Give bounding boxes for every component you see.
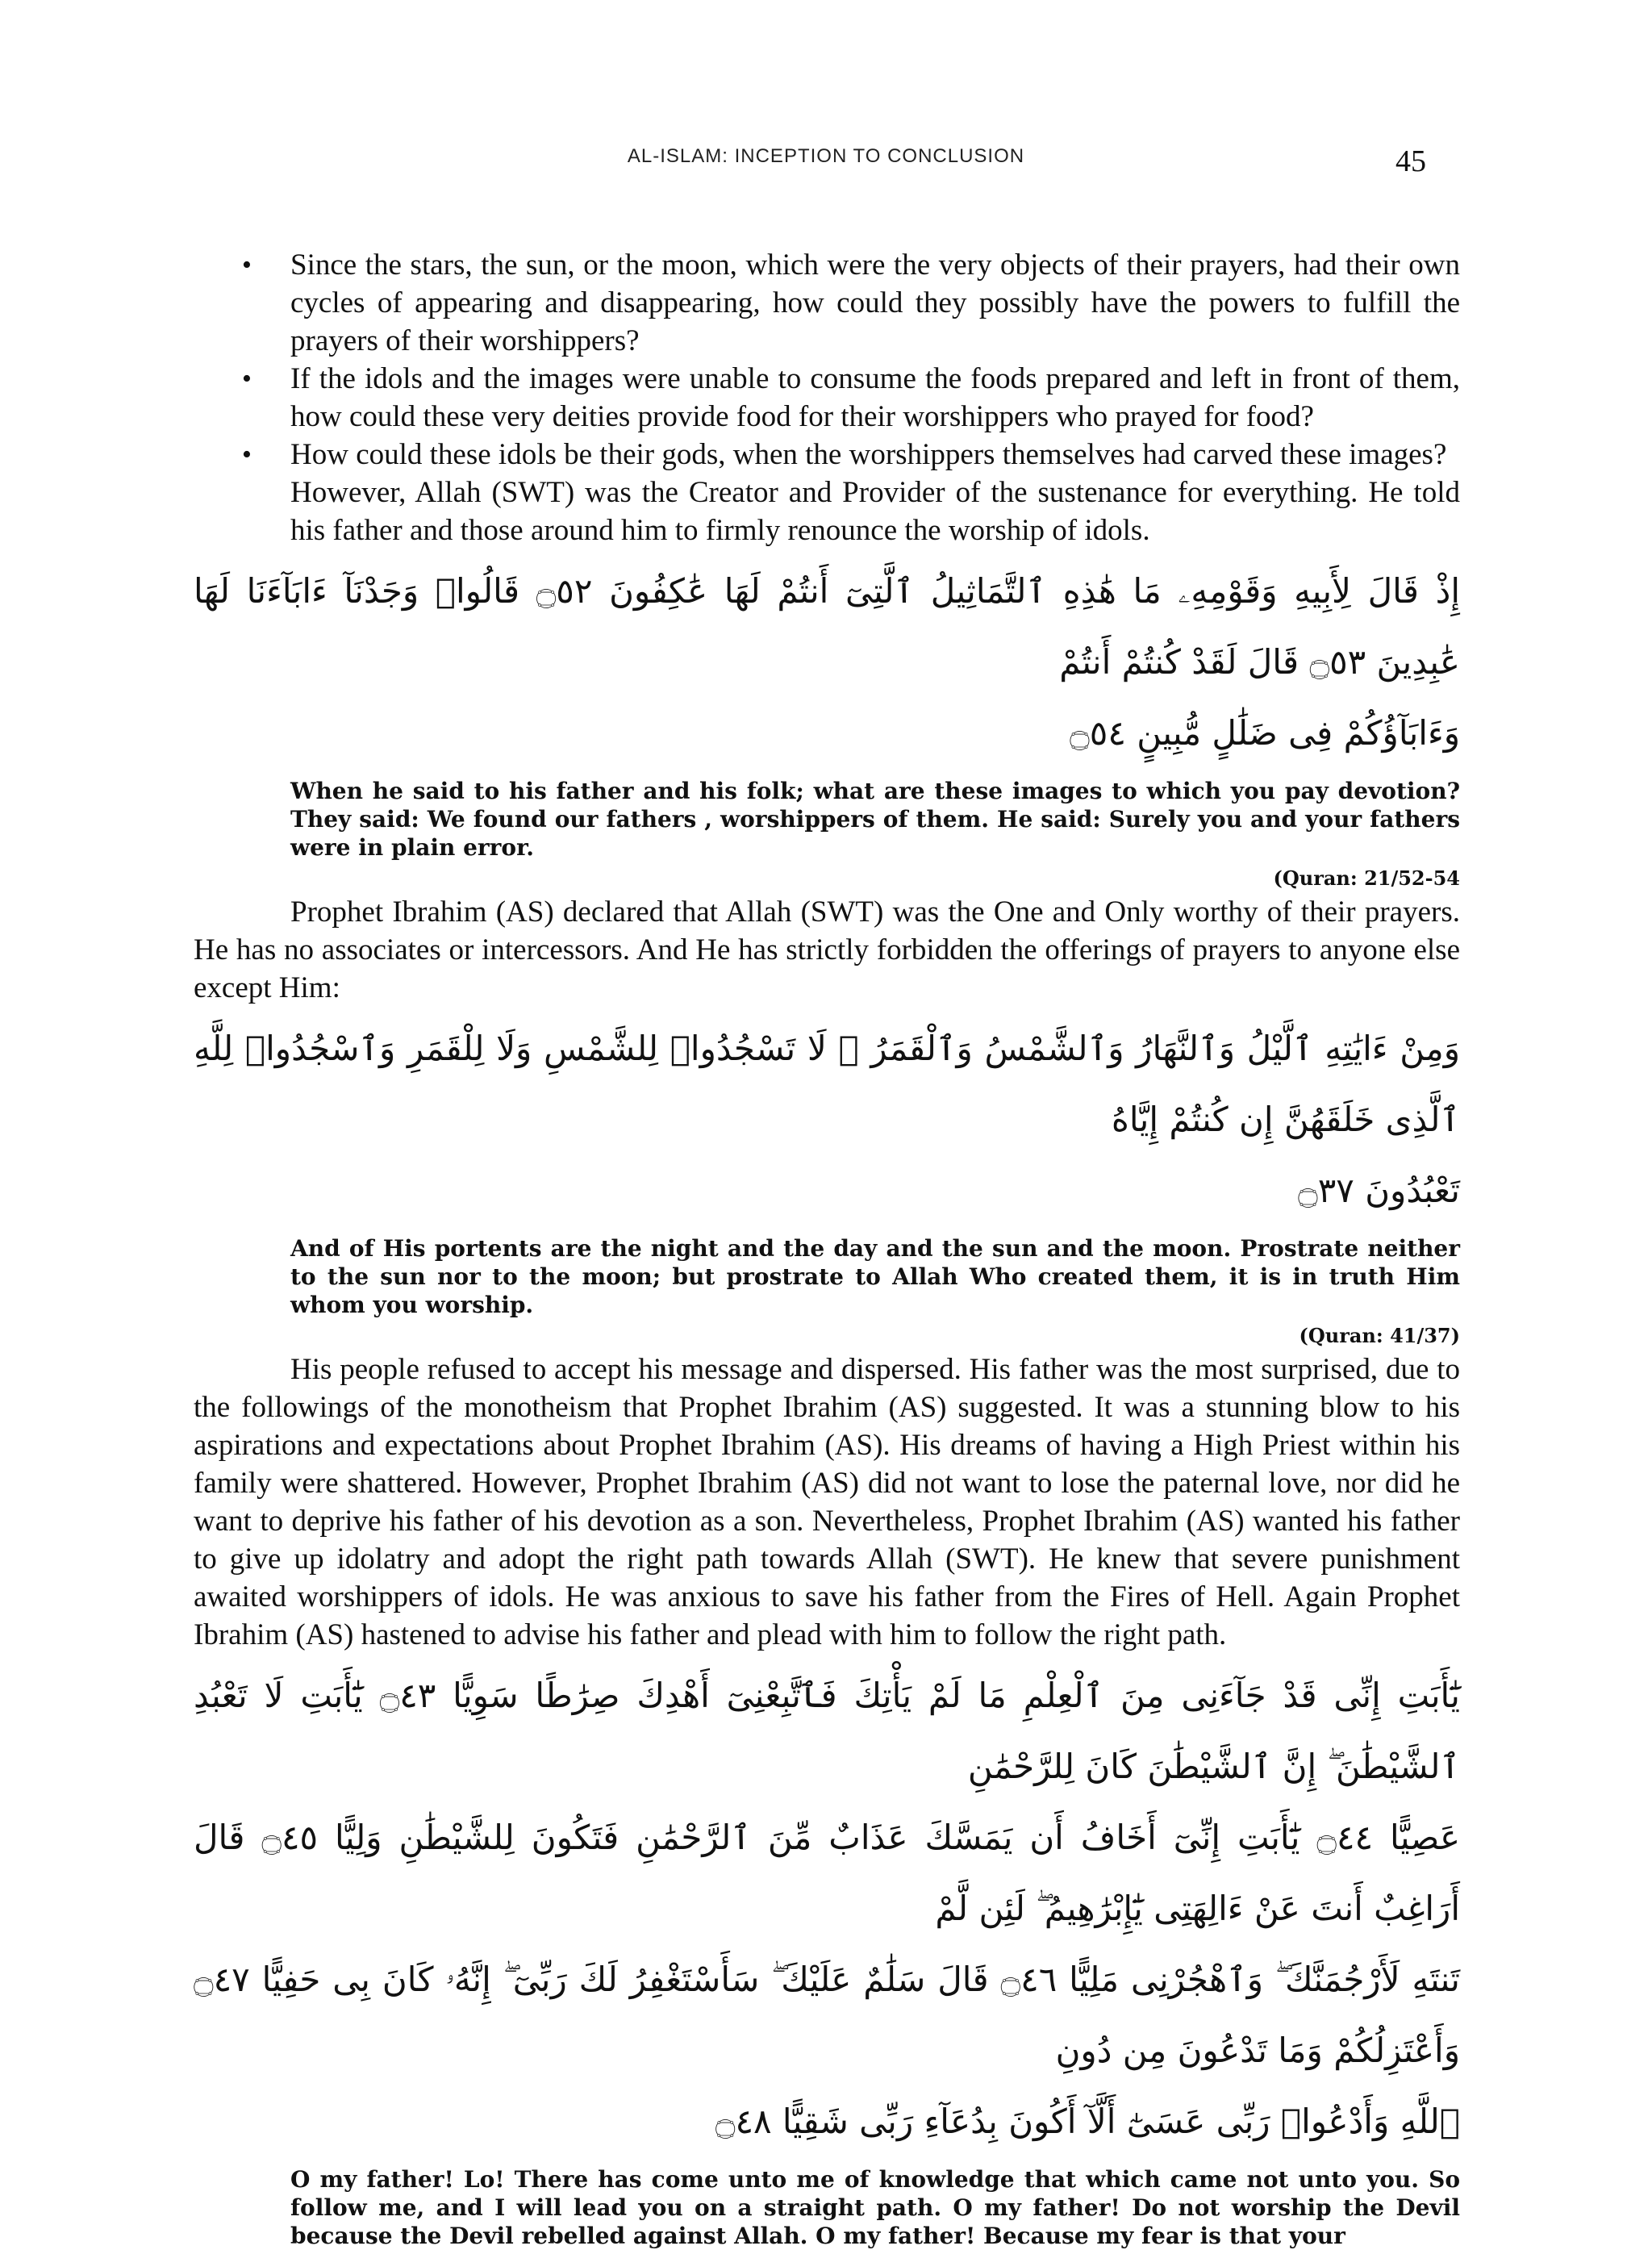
quran-verse-block xyxy=(194,1660,1460,2250)
arabic-line: ٱللَّهِ وَأَدْعُوا۟ رَبِّى عَسَىٰٓ أَلَّآ أَكُونَ بِدُعَآءِ رَبِّى شَقِيًّا ۝٤٨ xyxy=(715,2102,1460,2141)
verse-translation: And of His portents are the night and the day and the sun and the moon. Prostrate neither to the sun nor to the moon; but prostrate to Allah Who created them, it is in truth Him whom you worship. xyxy=(290,1235,1460,1318)
arabic-line: عَصِيًّا ۝٤٤ يَٰٓأَبَتِ إِنِّىٓ أَخَافُ أَن يَمَسَّكَ عَذَابٌ مِّنَ ٱلرَّحْمَٰنِ فَتَكُونَ لِلشَّيْطَٰنِ وَلِيًّا ۝٤٥ قَالَ أَرَاغِبٌ أَنتَ عَنْ ءَالِهَتِى يَٰٓإِبْرَٰهِيمُ ۖ لَئِن لَّمْ xyxy=(194,1818,1461,1928)
bullet-item: • How could these idols be their gods, when the worshippers themselves had carved these images? xyxy=(290,436,1460,474)
quran-verse-block xyxy=(194,1013,1460,1347)
bullet-item: • If the idols and the images were unable to consume the foods prepared and left in front of them, how could these very deities provide food for their worshippers who prayed for food? xyxy=(290,360,1460,436)
arabic-line: يَٰٓأَبَتِ إِنِّى قَدْ جَآءَنِى مِنَ ٱلْعِلْمِ مَا لَمْ يَأْتِكَ فَٱتَّبِعْنِىٓ أَهْدِكَ صِرَٰطًا سَوِيًّا ۝٤٣ يَٰٓأَبَتِ لَا تَعْبُدِ ٱلشَّيْطَٰنَ ۖ إِنَّ ٱلشَّيْطَٰنَ كَانَ لِلرَّحْمَٰنِ xyxy=(194,1676,1461,1786)
arabic-line: تَنتَهِ لَأَرْجُمَنَّكَ ۖ وَٱهْجُرْنِى مَلِيًّا ۝٤٦ قَالَ سَلَٰمٌ عَلَيْكَ ۖ سَأَسْتَغْفِرُ لَكَ رَبِّىٓ ۖ إِنَّهُۥ كَانَ بِى حَفِيًّا ۝٤٧ وَأَعْتَزِلُكُمْ وَمَا تَدْعُونَ مِن دُونِ xyxy=(194,1960,1460,2070)
arabic-line: وَءَابَآؤُكُمْ فِى ضَلَٰلٍ مُّبِينٍ ۝٥٤ xyxy=(1070,713,1460,753)
bullet-list xyxy=(194,246,1460,474)
paragraph: His people refused to accept his message and dispersed. His father was the most surprised, due to the followings of the monotheism that Prophet Ibrahim (AS) suggested. It was a stunning blow to his aspirations and expectations about Prophet Ibrahim (AS). His dreams of having a High Priest within his family were shattered. However, Prophet Ibrahim (AS) did not want to lose the paternal love, nor did he want to deprive his father of his devotion as a son. Nevertheless, Prophet Ibrahim (AS) wanted his father to give up idolatry and adopt the right path towards Allah (SWT). He knew that severe punishment awaited worshippers of idols. He was anxious to save his father from the Fires of Hell. Again Prophet Ibrahim (AS) hastened to advise his father and plead with him to follow the right path. xyxy=(194,1353,1460,1651)
verse-translation: O my father! Lo! There has come unto me of knowledge that which came not unto you. So follow me, and I will lead you on a straight path. O my father! Do not worship the Devil because the Devil rebelled against Allah. O my father! Because my fear is that your xyxy=(290,2166,1460,2249)
bullet-item: • Since the stars, the sun, or the moon, which were the very objects of their prayers, had their own cycles of appearing and disappearing, how could they possibly have the powers to fulfill the prayers of their worshippers? xyxy=(290,246,1460,360)
arabic-line: إِذْ قَالَ لِأَبِيهِ وَقَوْمِهِۦ مَا هَٰذِهِ ٱلتَّمَاثِيلُ ٱلَّتِىٓ أَنتُمْ لَهَا عَٰكِفُونَ ۝٥٢ قَالُوا۟ وَجَدْنَآ ءَابَآءَنَا لَهَا عَٰبِدِينَ ۝٥٣ قَالَ لَقَدْ كُنتُمْ أَنتُمْ xyxy=(194,571,1461,682)
arabic-verse-text xyxy=(194,1013,1460,1226)
arabic-line: وَمِنْ ءَايَٰتِهِ ٱلَّيْلُ وَٱلنَّهَارُ وَٱلشَّمْسُ وَٱلْقَمَرُ ۚ لَا تَسْجُدُوا۟ لِلشَّمْسِ وَلَا لِلْقَمَرِ وَٱسْجُدُوا۟ لِلَّهِ ٱلَّذِى خَلَقَهُنَّ إِن كُنتُمْ إِيَّاهُ xyxy=(194,1029,1460,1139)
arabic-line: تَعْبُدُونَ ۝٣٧ xyxy=(1298,1171,1460,1210)
paragraph: Prophet Ibrahim (AS) declared that Allah (SWT) was the One and Only worthy of their prayers. He has no associates or intercessors. And He has strictly forbidden the offerings of prayers to anyone else except Him: xyxy=(194,895,1460,1004)
verse-reference: (Quran: 41/37) xyxy=(1299,1324,1460,1347)
paragraph: However, Allah (SWT) was the Creator and Provider of the sustenance for everything. He told his father and those around him to firmly renounce the worship of idols. xyxy=(290,476,1460,547)
arabic-verse-text xyxy=(194,556,1460,769)
page-content xyxy=(194,246,1460,2250)
verse-reference: (Quran: 21/52-54 xyxy=(1273,866,1460,890)
arabic-verse-text xyxy=(194,1660,1460,2157)
running-title: AL-ISLAM: INCEPTION TO CONCLUSION xyxy=(627,145,1025,167)
page-number: 45 xyxy=(1395,144,1426,178)
quran-verse-block xyxy=(194,556,1460,890)
verse-translation: When he said to his father and his folk; what are these images to which you pay devotion? They said: We found our fathers , worshippers of them. He said: Surely you and your fathers were in plain error. xyxy=(290,778,1460,861)
